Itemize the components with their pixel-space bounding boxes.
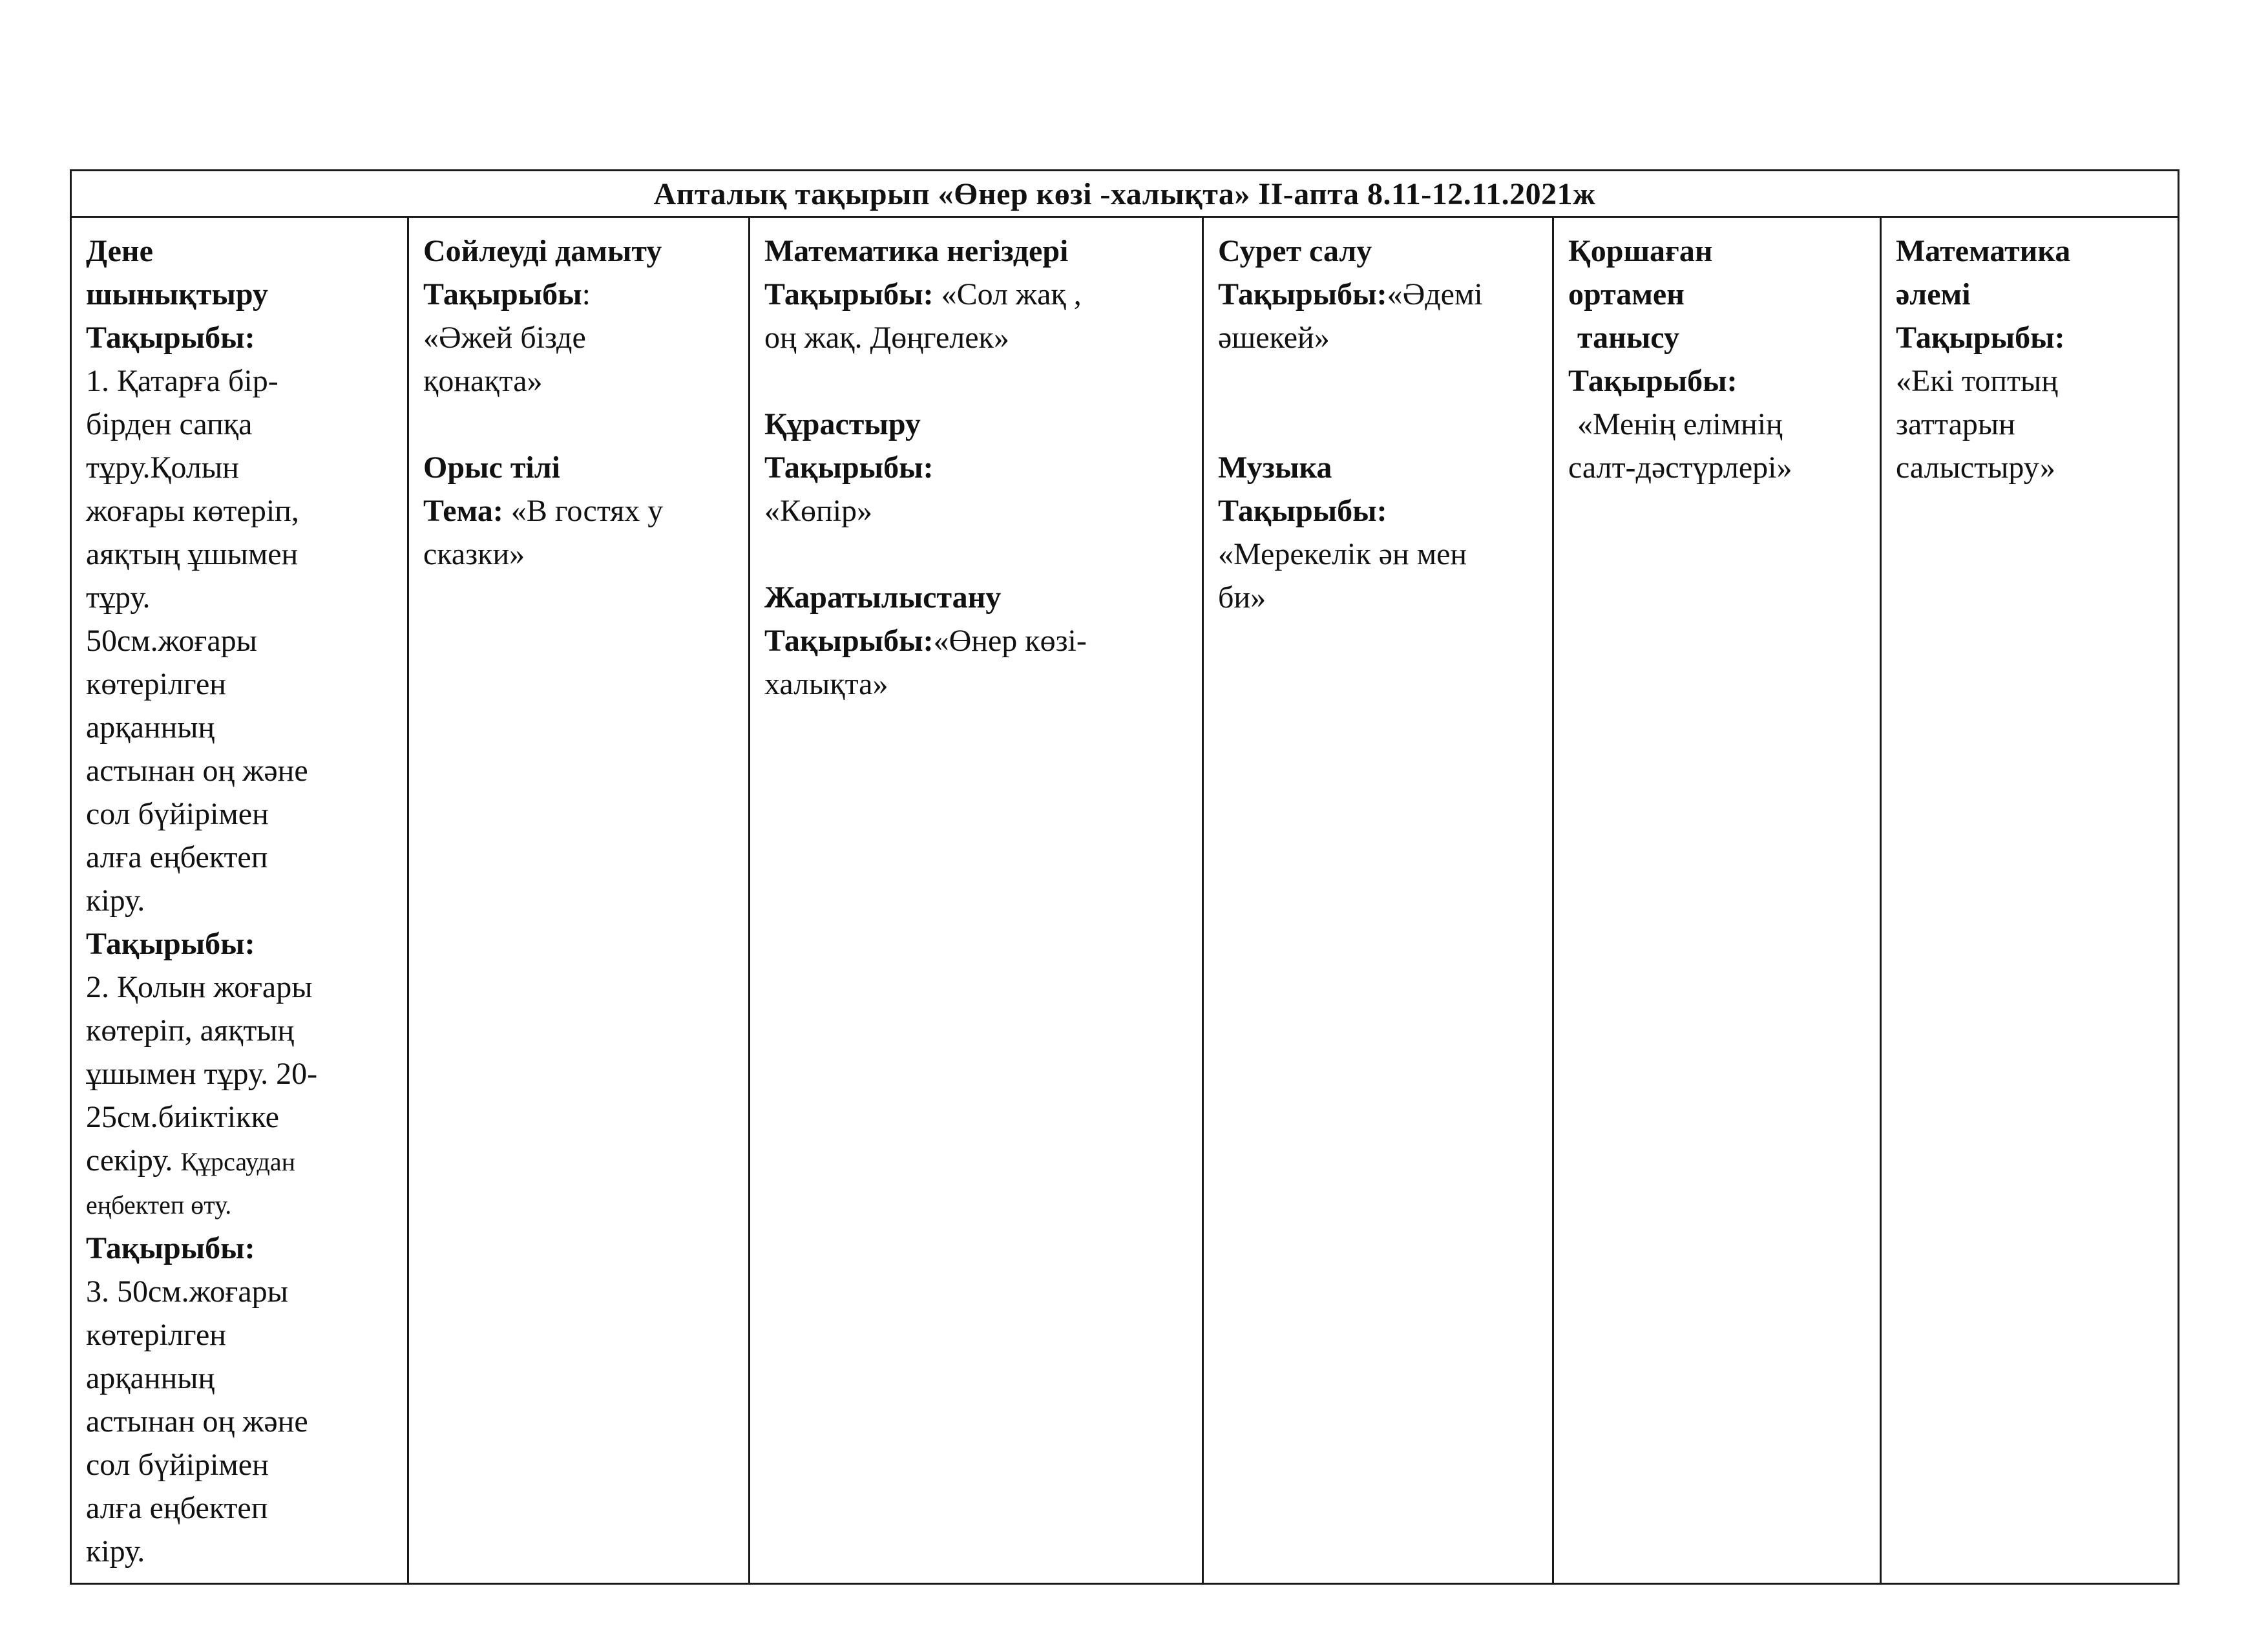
weekly-plan-table — [70, 169, 2179, 1585]
topic-text: арқанның — [86, 1361, 215, 1395]
topic-text: көтерілген — [86, 1318, 226, 1352]
topic-text: алға еңбектеп — [86, 1491, 268, 1525]
topic-label: Тақырыбы: — [1218, 277, 1387, 312]
spacer — [764, 359, 1189, 403]
topic-label-colon: : — [582, 277, 591, 312]
topic-line — [764, 273, 1189, 316]
topic-text: би» — [1218, 580, 1266, 615]
topic-text: оң жақ. Дөңгелек» — [764, 321, 1009, 355]
topic-text: 1. Қатарға бір- — [86, 364, 278, 398]
topic-text: «Әдемі — [1387, 277, 1483, 312]
column-speech-development — [409, 218, 750, 1583]
spacer — [764, 533, 1189, 576]
subjects-row — [72, 218, 2178, 1583]
topic-text: «Менің елімнің — [1577, 407, 1783, 441]
topic-text: әшекей» — [1218, 321, 1330, 355]
topic-text: аяқтың ұшымен — [86, 537, 299, 571]
topic-label-line — [423, 273, 735, 316]
topic-text: астынан оң және — [86, 754, 308, 788]
topic-label: Тақырыбы: — [86, 927, 255, 961]
topic-text: тұру. — [86, 580, 151, 615]
topic-text: кіру. — [86, 1534, 145, 1569]
topic-text: «В гостях у — [503, 494, 664, 528]
topic-text: «Өнер көзі- — [933, 624, 1087, 658]
subject-name: шынықтыру — [86, 277, 268, 312]
topic-text: салыстыру» — [1896, 450, 2055, 485]
topic-text: 50см.жоғары — [86, 624, 257, 658]
subject-name: әлемі — [1896, 277, 1971, 312]
topic-text-small: еңбектеп өту. — [86, 1190, 232, 1220]
topic-text: алға еңбектеп — [86, 840, 268, 874]
topic-text: бірден сапқа — [86, 407, 253, 441]
topic-label: Тақырыбы: — [764, 277, 934, 312]
topic-text: ұшымен тұру. 20- — [86, 1057, 318, 1091]
topic-text: тұру.Қолын — [86, 450, 239, 485]
subject-name: Сурет салу — [1218, 234, 1372, 268]
subject-name: Жаратылыстану — [764, 580, 1002, 615]
topic-label: Тақырыбы: — [86, 321, 255, 355]
topic-text: қонақта» — [423, 364, 543, 398]
column-physical-education — [72, 218, 409, 1583]
column-math-world — [1882, 218, 2178, 1583]
topic-text: сол бүйірімен — [86, 1448, 269, 1482]
subject-name: Қоршаған — [1568, 234, 1713, 268]
subject-name: ортамен — [1568, 277, 1685, 312]
column-drawing — [1204, 218, 1554, 1583]
topic-text: 25см.биіктікке — [86, 1100, 279, 1134]
topic-text: көтеріп, аяқтың — [86, 1013, 295, 1048]
topic-text: көтерілген — [86, 667, 226, 701]
subject-name: Сойлеуді дамыту — [423, 234, 662, 268]
spacer — [423, 403, 735, 446]
topic-text: салт-дәстүрлері» — [1568, 450, 1792, 485]
topic-label: Тақырыбы: — [764, 450, 934, 485]
subject-name: Математика негіздері — [764, 234, 1069, 268]
subject-name: Математика — [1896, 234, 2071, 268]
column-environment — [1554, 218, 1882, 1583]
subject-name: Музыка — [1218, 450, 1332, 485]
subject-name: Орыс тілі — [423, 450, 560, 485]
topic-text: 2. Қолын жоғары — [86, 970, 313, 1004]
topic-label: Тема: — [423, 494, 503, 528]
topic-text: сказки» — [423, 537, 525, 571]
spacer — [1218, 359, 1539, 403]
topic-text: «Көпір» — [764, 494, 873, 528]
topic-text: астынан оң және — [86, 1404, 308, 1439]
topic-text: кіру. — [86, 883, 145, 918]
topic-label: Тақырыбы: — [1568, 364, 1738, 398]
topic-text: арқанның — [86, 710, 215, 745]
subject-name: Дене — [86, 234, 153, 268]
subject-name: Құрастыру — [764, 407, 921, 441]
topic-text: жоғары көтеріп, — [86, 494, 299, 528]
topic-text-line — [86, 1139, 394, 1183]
topic-text: сол бүйірімен — [86, 797, 269, 831]
topic-label: Тақырыбы: — [1896, 321, 2065, 355]
topic-label: Тақырыбы: — [86, 1231, 255, 1265]
topic-text: халықта» — [764, 667, 888, 701]
topic-label: Тақырыбы — [423, 277, 582, 312]
topic-label: Тақырыбы: — [1218, 494, 1387, 528]
topic-text: секіру. — [86, 1143, 173, 1178]
spacer — [1218, 403, 1539, 446]
topic-text-small: Құрсаудан — [180, 1147, 296, 1176]
topic-label: Тақырыбы: — [764, 624, 934, 658]
table-title: Апталық тақырып «Өнер көзі -халықта» ІІ-апта 8.11-12.11.2021ж — [72, 171, 2178, 218]
column-math-basics — [750, 218, 1204, 1583]
topic-line — [764, 619, 1189, 662]
subject-name: танысу — [1577, 321, 1679, 355]
topic-text: «Әжей бізде — [423, 321, 586, 355]
topic-text: заттарын — [1896, 407, 2015, 441]
topic-text: «Сол жақ , — [933, 277, 1082, 312]
topic-text: «Екі топтың — [1896, 364, 2058, 398]
topic-text: «Мерекелік ән мен — [1218, 537, 1467, 571]
topic-text: 3. 50см.жоғары — [86, 1274, 288, 1309]
topic-line — [423, 489, 735, 533]
topic-line — [1218, 273, 1539, 316]
